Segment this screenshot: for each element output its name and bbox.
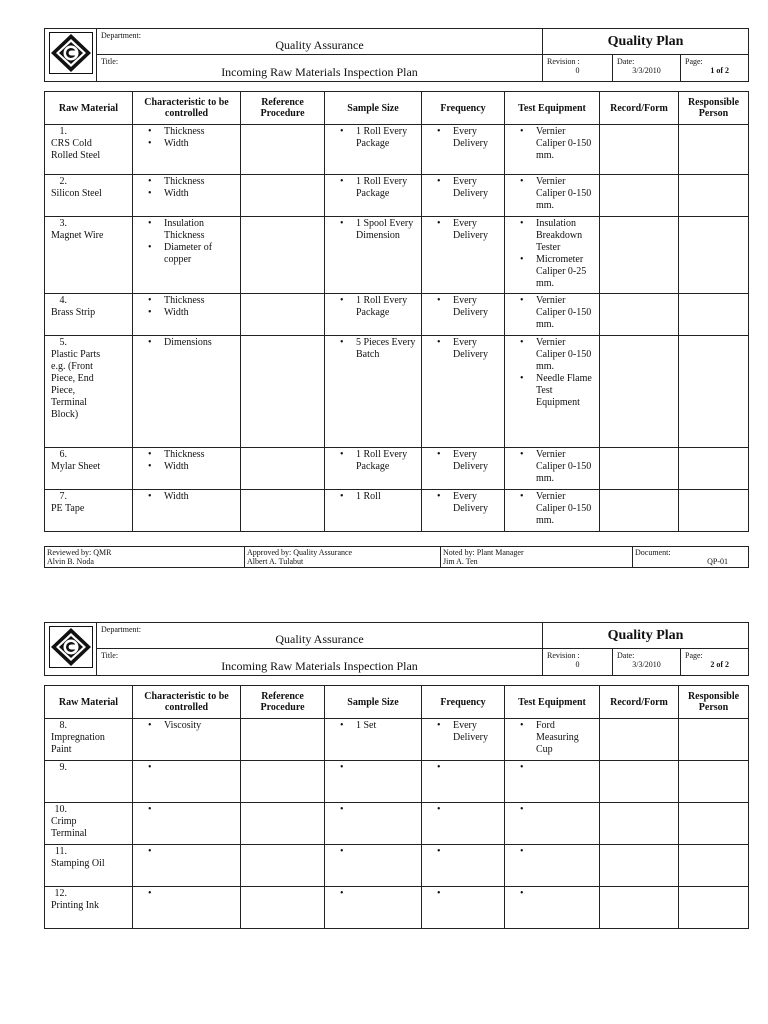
characteristic-cell [133, 175, 241, 217]
test-equipment-list [507, 176, 597, 212]
list-item: • 1 Roll Every Package [327, 295, 419, 319]
raw-material-cell [45, 490, 133, 532]
title-cell [97, 55, 543, 82]
material-name: PE Tape [51, 503, 85, 514]
row-number: 3. [59, 218, 67, 229]
row-number: 7. [59, 491, 67, 502]
sample-size-cell [325, 125, 422, 175]
title-value: Incoming Raw Materials Inspection Plan [221, 65, 418, 79]
list-item: • Every Delivery [424, 176, 502, 200]
page-number: 2 of 2 [710, 660, 730, 669]
characteristic-cell [133, 125, 241, 175]
raw-material-cell [45, 217, 133, 294]
test-equipment-list [507, 218, 597, 290]
reference-procedure-cell [241, 294, 325, 336]
test-equipment-list [507, 126, 597, 162]
responsible-person-cell [679, 336, 749, 448]
table-row [45, 887, 749, 929]
sample-size-cell [325, 336, 422, 448]
department-label: Department: [101, 31, 141, 40]
department-cell [97, 29, 543, 55]
list-item: • Diameter of copper [135, 242, 238, 266]
sample-size-cell [325, 845, 422, 887]
row-number: 10. [54, 804, 67, 815]
list-item: • 1 Roll Every Package [327, 449, 419, 473]
list-item: • Width [135, 307, 238, 319]
list-item: • 1 Roll Every Package [327, 126, 419, 150]
revision-cell [543, 649, 613, 676]
date-value: 3/3/2010 [632, 660, 661, 669]
record-form-cell [600, 803, 679, 845]
frequency-list [424, 449, 502, 473]
list-item: • Vernier Caliper 0-150 mm. [507, 449, 597, 485]
column-header-sample-size: Sample Size [325, 686, 422, 719]
test-equipment-cell [505, 125, 600, 175]
frequency-cell [422, 845, 505, 887]
frequency-list [424, 491, 502, 515]
date-cell [613, 55, 681, 82]
sample-size-list [327, 337, 419, 361]
sample-size-list [327, 720, 419, 732]
list-item: • 1 Spool Every Dimension [327, 218, 419, 242]
page-number: 1 of 2 [710, 66, 730, 75]
sample-size-cell [325, 887, 422, 929]
noted-by-name: Jim A. Ten [443, 557, 478, 566]
raw-material-cell [45, 294, 133, 336]
company-logo [45, 29, 97, 82]
list-item: • Thickness [135, 449, 238, 461]
reference-procedure-cell [241, 845, 325, 887]
characteristic-list [135, 295, 238, 319]
sample-size-cell [325, 175, 422, 217]
characteristic-cell [133, 761, 241, 803]
page-cell [681, 55, 749, 82]
reference-procedure-cell [241, 336, 325, 448]
table-row [45, 125, 749, 175]
responsible-person-cell [679, 125, 749, 175]
sample-size-cell [325, 803, 422, 845]
raw-material-cell [45, 125, 133, 175]
material-name: Plastic Parts e.g. (Front Piece, End Piece, Terminal Block) [51, 349, 101, 420]
column-header-frequency: Frequency [422, 686, 505, 719]
company-logo [45, 623, 97, 676]
characteristic-list [135, 176, 238, 200]
page-label: Page: [685, 57, 703, 66]
list-item: • Every Delivery [424, 491, 502, 515]
characteristic-cell [133, 217, 241, 294]
record-form-cell [600, 719, 679, 761]
sample-size-cell [325, 448, 422, 490]
table-row [45, 845, 749, 887]
test-equipment-cell [505, 845, 600, 887]
record-form-cell [600, 217, 679, 294]
test-equipment-list [507, 295, 597, 331]
raw-material-cell [45, 845, 133, 887]
record-form-cell [600, 175, 679, 217]
material-name: Printing Ink [51, 900, 100, 911]
column-header-reference-procedure: Reference Procedure [241, 92, 325, 125]
table-header-row [45, 92, 749, 125]
list-item: • Insulation Thickness [135, 218, 238, 242]
frequency-cell [422, 448, 505, 490]
frequency-list [424, 337, 502, 361]
test-equipment-cell [505, 448, 600, 490]
frequency-cell [422, 125, 505, 175]
list-item: • Width [135, 188, 238, 200]
reference-procedure-cell [241, 719, 325, 761]
plan-title: Quality Plan [607, 34, 684, 49]
material-name: CRS Cold Rolled Steel [51, 138, 101, 161]
material-name: Silicon Steel [51, 188, 102, 199]
raw-material-cell [45, 803, 133, 845]
material-name: Impregnation Paint [51, 732, 105, 755]
sample-size-list [327, 491, 419, 503]
material-name: Brass Strip [51, 307, 96, 318]
approved-by-cell [245, 547, 441, 568]
list-item: • Every Delivery [424, 126, 502, 150]
approved-by-label: Approved by: Quality Assurance [247, 548, 353, 557]
column-header-test-equipment: Test Equipment [505, 686, 600, 719]
raw-material-cell [45, 336, 133, 448]
noted-by-cell [441, 547, 633, 568]
list-item: • Thickness [135, 126, 238, 138]
raw-material-cell [45, 887, 133, 929]
characteristic-list [135, 126, 238, 150]
date-value: 3/3/2010 [632, 66, 661, 75]
column-header-reference-procedure: Reference Procedure [241, 686, 325, 719]
title-label: Title: [101, 651, 119, 660]
document-header [44, 28, 749, 82]
responsible-person-cell [679, 448, 749, 490]
title-cell [97, 649, 543, 676]
column-header-responsible-person: Responsible Person [679, 92, 749, 125]
document-code: QP-01 [707, 557, 728, 566]
record-form-cell [600, 294, 679, 336]
frequency-list [424, 218, 502, 242]
table-row [45, 175, 749, 217]
table-row [45, 803, 749, 845]
responsible-person-cell [679, 845, 749, 887]
list-item: • Thickness [135, 176, 238, 188]
column-header-record-form: Record/Form [600, 92, 679, 125]
column-header-sample-size: Sample Size [325, 92, 422, 125]
test-equipment-cell [505, 336, 600, 448]
list-item: • 1 Roll [327, 491, 419, 503]
record-form-cell [600, 845, 679, 887]
reviewed-by-cell [45, 547, 245, 568]
characteristic-cell [133, 490, 241, 532]
characteristic-list [135, 337, 238, 349]
list-item: • Micrometer Caliper 0-25 mm. [507, 254, 597, 290]
responsible-person-cell [679, 887, 749, 929]
table-row [45, 719, 749, 761]
list-item: • 5 Pieces Every Batch [327, 337, 419, 361]
list-item: • Viscosity [135, 720, 238, 732]
reviewed-by-label: Reviewed by: QMR [47, 548, 112, 557]
characteristic-list [135, 720, 238, 732]
test-equipment-cell [505, 294, 600, 336]
responsible-person-cell [679, 490, 749, 532]
quality-plan-page-1 [44, 28, 748, 568]
list-item: • Width [135, 461, 238, 473]
test-equipment-list [507, 491, 597, 527]
revision-label: Revision : [547, 651, 580, 660]
list-item: • Vernier Caliper 0-150 mm. [507, 295, 597, 331]
frequency-cell [422, 887, 505, 929]
reference-procedure-cell [241, 217, 325, 294]
reference-procedure-cell [241, 490, 325, 532]
test-equipment-list [507, 337, 597, 409]
test-equipment-cell [505, 887, 600, 929]
characteristic-cell [133, 803, 241, 845]
raw-material-cell [45, 175, 133, 217]
responsible-person-cell [679, 761, 749, 803]
reference-procedure-cell [241, 125, 325, 175]
plan-title: Quality Plan [607, 628, 684, 643]
reference-procedure-cell [241, 175, 325, 217]
test-equipment-cell [505, 175, 600, 217]
revision-label: Revision : [547, 57, 580, 66]
table-row [45, 448, 749, 490]
row-number: 2. [59, 176, 67, 187]
department-cell [97, 623, 543, 649]
document-header [44, 622, 749, 676]
list-item: • 1 Set [327, 720, 419, 732]
frequency-cell [422, 761, 505, 803]
plan-title-cell [543, 623, 749, 649]
sample-size-list [327, 295, 419, 319]
record-form-cell [600, 336, 679, 448]
reviewed-by-name: Alvin B. Noda [47, 557, 94, 566]
characteristic-cell [133, 448, 241, 490]
frequency-cell [422, 175, 505, 217]
revision-value: 0 [575, 66, 580, 75]
test-equipment-list [507, 720, 597, 756]
frequency-cell [422, 719, 505, 761]
revision-value: 0 [575, 660, 580, 669]
characteristic-cell [133, 887, 241, 929]
record-form-cell [600, 125, 679, 175]
sample-size-list [327, 176, 419, 200]
characteristic-list [135, 449, 238, 473]
list-item: • Every Delivery [424, 337, 502, 361]
frequency-list [424, 720, 502, 744]
material-name: Crimp Terminal [51, 816, 87, 839]
page-cell [681, 649, 749, 676]
sample-size-cell [325, 761, 422, 803]
test-equipment-cell [505, 761, 600, 803]
sample-size-cell [325, 217, 422, 294]
test-equipment-cell [505, 217, 600, 294]
column-header-raw-material: Raw Material [45, 92, 133, 125]
list-item: • Needle Flame Test Equipment [507, 373, 597, 409]
date-cell [613, 649, 681, 676]
column-header-characteristic: Characteristic to be controlled [133, 686, 241, 719]
raw-material-cell [45, 719, 133, 761]
responsible-person-cell [679, 175, 749, 217]
department-value: Quality Assurance [275, 632, 364, 646]
responsible-person-cell [679, 294, 749, 336]
list-item: • Vernier Caliper 0-150 mm. [507, 491, 597, 527]
characteristic-cell [133, 294, 241, 336]
raw-material-cell [45, 448, 133, 490]
record-form-cell [600, 761, 679, 803]
list-item: • Vernier Caliper 0-150 mm. [507, 176, 597, 212]
date-label: Date: [617, 57, 635, 66]
frequency-cell [422, 217, 505, 294]
frequency-list [424, 126, 502, 150]
document-cell [633, 547, 749, 568]
row-number: 5. [59, 337, 67, 348]
characteristic-cell [133, 845, 241, 887]
column-header-responsible-person: Responsible Person [679, 686, 749, 719]
row-number: 8. [59, 720, 67, 731]
material-name: Magnet Wire [51, 230, 104, 241]
material-name: Mylar Sheet [51, 461, 101, 472]
list-item: • 1 Roll Every Package [327, 176, 419, 200]
list-item: • Thickness [135, 295, 238, 307]
inspection-table [44, 685, 749, 929]
title-value: Incoming Raw Materials Inspection Plan [221, 659, 418, 673]
list-item: • Every Delivery [424, 449, 502, 473]
document-label: Document: [635, 548, 671, 557]
list-item: • Vernier Caliper 0-150 mm. [507, 126, 597, 162]
row-number: 12. [54, 888, 67, 899]
sample-size-cell [325, 719, 422, 761]
row-number: 4. [59, 295, 67, 306]
record-form-cell [600, 448, 679, 490]
list-item: • Every Delivery [424, 295, 502, 319]
list-item: • Dimensions [135, 337, 238, 349]
department-label: Department: [101, 625, 141, 634]
row-number: 9. [59, 762, 67, 773]
row-number: 11. [54, 846, 67, 857]
sample-size-list [327, 218, 419, 242]
responsible-person-cell [679, 803, 749, 845]
diamond-c-logo-icon [49, 32, 93, 74]
plan-title-cell [543, 29, 749, 55]
sample-size-cell [325, 490, 422, 532]
department-value: Quality Assurance [275, 38, 364, 52]
frequency-list [424, 176, 502, 200]
characteristic-cell [133, 719, 241, 761]
approved-by-name: Albert A. Tulabut [247, 557, 304, 566]
list-item: • Every Delivery [424, 218, 502, 242]
table-row [45, 490, 749, 532]
reference-procedure-cell [241, 448, 325, 490]
approval-footer [44, 546, 749, 568]
reference-procedure-cell [241, 761, 325, 803]
reference-procedure-cell [241, 803, 325, 845]
test-equipment-list [507, 449, 597, 485]
frequency-cell [422, 336, 505, 448]
record-form-cell [600, 887, 679, 929]
column-header-raw-material: Raw Material [45, 686, 133, 719]
column-header-characteristic: Characteristic to be controlled [133, 92, 241, 125]
column-header-frequency: Frequency [422, 92, 505, 125]
frequency-cell [422, 803, 505, 845]
responsible-person-cell [679, 217, 749, 294]
test-equipment-cell [505, 490, 600, 532]
row-number: 6. [59, 449, 67, 460]
test-equipment-cell [505, 719, 600, 761]
noted-by-label: Noted by: Plant Manager [443, 548, 524, 557]
column-header-record-form: Record/Form [600, 686, 679, 719]
characteristic-list [135, 491, 238, 503]
quality-plan-page-2 [44, 622, 748, 929]
table-header-row [45, 686, 749, 719]
test-equipment-cell [505, 803, 600, 845]
frequency-list [424, 295, 502, 319]
record-form-cell [600, 490, 679, 532]
diamond-c-logo-icon [49, 626, 93, 668]
raw-material-cell [45, 761, 133, 803]
material-name: Stamping Oil [51, 858, 105, 869]
list-item: • Width [135, 491, 238, 503]
list-item: • Insulation Breakdown Tester [507, 218, 597, 254]
page-label: Page: [685, 651, 703, 660]
list-item: • Vernier Caliper 0-150 mm. [507, 337, 597, 373]
list-item: • Every Delivery [424, 720, 502, 744]
table-row [45, 761, 749, 803]
list-item: • Ford Measuring Cup [507, 720, 597, 756]
date-label: Date: [617, 651, 635, 660]
frequency-cell [422, 294, 505, 336]
table-row [45, 217, 749, 294]
inspection-table [44, 91, 749, 532]
sample-size-list [327, 449, 419, 473]
frequency-cell [422, 490, 505, 532]
responsible-person-cell [679, 719, 749, 761]
revision-cell [543, 55, 613, 82]
characteristic-list [135, 218, 238, 266]
sample-size-cell [325, 294, 422, 336]
column-header-test-equipment: Test Equipment [505, 92, 600, 125]
table-row [45, 336, 749, 448]
table-row [45, 294, 749, 336]
sample-size-list [327, 126, 419, 150]
list-item: • Width [135, 138, 238, 150]
reference-procedure-cell [241, 887, 325, 929]
characteristic-cell [133, 336, 241, 448]
title-label: Title: [101, 57, 119, 66]
row-number: 1. [59, 126, 67, 137]
